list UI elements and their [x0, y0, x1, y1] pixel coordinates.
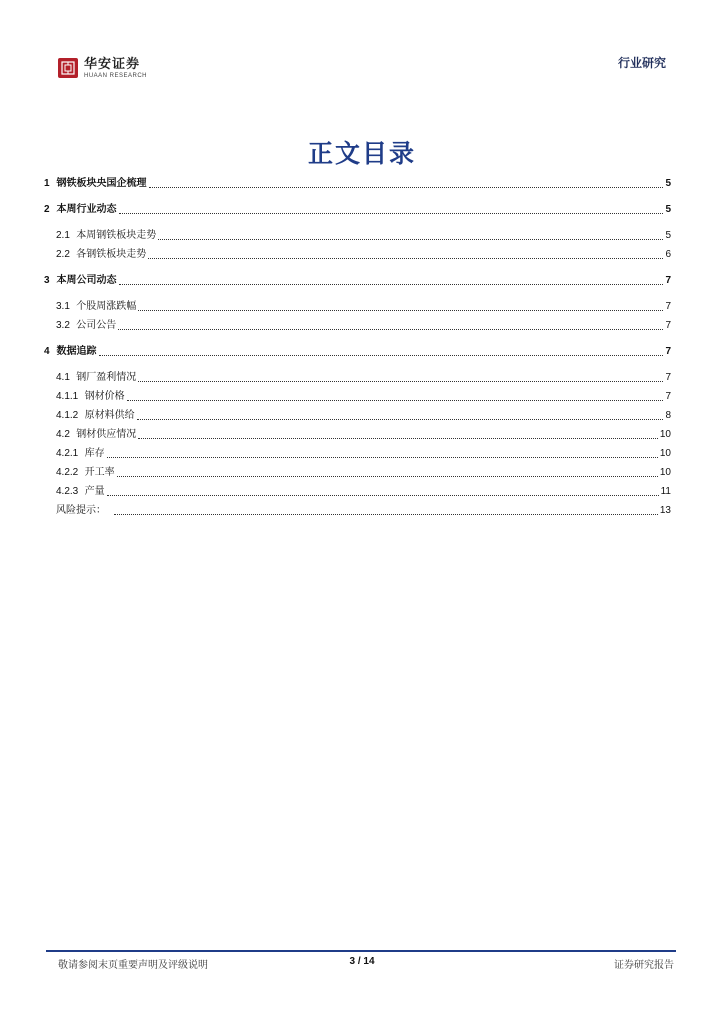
dot-leader	[138, 381, 663, 382]
report-type: 行业研究	[617, 56, 666, 70]
logo-cn-text: 华安证券	[84, 57, 141, 72]
dot-leader	[149, 187, 664, 188]
toc-entry-number: 2	[44, 204, 50, 215]
footer-doc-type: 证券研究报告	[614, 960, 674, 971]
toc-entry-page: 5	[665, 204, 671, 215]
toc-entry[interactable]	[44, 391, 671, 403]
toc-entry-page: 8	[665, 410, 671, 421]
dot-leader	[127, 400, 664, 401]
toc-entry[interactable]	[44, 178, 671, 190]
toc-entry[interactable]	[44, 486, 671, 498]
logo-en-text: HUAAN RESEARCH	[84, 73, 148, 79]
toc-entry-number: 4.1	[56, 372, 70, 383]
toc-entry-label: 公司公告	[76, 320, 117, 331]
toc-entry[interactable]	[44, 429, 671, 441]
toc-entry-number: 4.2.2	[56, 467, 79, 478]
dot-leader	[118, 329, 663, 330]
toc-entry-label: 钢厂盈利情况	[76, 372, 137, 383]
toc-entry-number: 3.1	[56, 301, 70, 312]
toc-entry[interactable]	[44, 230, 671, 242]
dot-leader	[107, 495, 659, 496]
dot-leader	[117, 476, 658, 477]
toc-entry[interactable]	[44, 448, 671, 460]
toc-entry-page: 5	[665, 178, 671, 189]
toc-entry-page: 13	[659, 505, 671, 516]
dot-leader	[148, 258, 663, 259]
toc-entry-number: 3.2	[56, 320, 70, 331]
toc-entry[interactable]	[44, 301, 671, 313]
toc-entry-number: 4.1.2	[56, 410, 79, 421]
toc-entry-label: 本周行业动态	[56, 204, 117, 215]
toc-entry-page: 7	[665, 275, 671, 286]
toc-entry-number: 2.2	[56, 249, 70, 260]
toc-entry-label: 钢材价格	[84, 391, 125, 402]
toc-entry-page: 7	[665, 346, 671, 357]
toc-entry[interactable]	[44, 505, 671, 517]
toc-entry-number: 2.1	[56, 230, 70, 241]
company-logo	[58, 58, 147, 80]
dot-leader	[107, 457, 658, 458]
dot-leader	[119, 284, 664, 285]
toc-entry-label: 库存	[84, 448, 105, 459]
toc-entry-label: 风险提示：	[56, 505, 106, 516]
toc-entry[interactable]	[44, 410, 671, 422]
toc-entry-page: 11	[660, 486, 671, 497]
toc-entry[interactable]	[44, 346, 671, 358]
toc-entry-label: 各钢铁板块走势	[76, 249, 147, 260]
toc-entry-number: 1	[44, 178, 50, 189]
dot-leader	[138, 438, 658, 439]
dot-leader	[138, 310, 663, 311]
dot-leader	[114, 514, 658, 515]
toc-entry[interactable]	[44, 275, 671, 287]
toc-entry-label: 本周钢铁板块走势	[76, 230, 157, 241]
toc-title: 正文目录	[307, 139, 416, 168]
toc-entry-label: 数据追踪	[56, 346, 97, 357]
toc-entry[interactable]	[44, 467, 671, 479]
toc-entry-page: 10	[659, 448, 671, 459]
page-header	[0, 0, 724, 100]
dot-leader	[158, 239, 663, 240]
seal-icon	[58, 58, 78, 78]
toc-entry-number: 4.2.3	[56, 486, 79, 497]
toc-entry-label: 钢材供应情况	[76, 429, 137, 440]
toc-entry-label: 产量	[84, 486, 105, 497]
table-of-contents	[44, 178, 671, 517]
toc-entry-page: 6	[665, 249, 671, 260]
toc-entry-page: 5	[665, 230, 671, 241]
footer-divider	[46, 950, 676, 952]
toc-entry[interactable]	[44, 372, 671, 384]
toc-entry-label: 开工率	[84, 467, 115, 478]
toc-entry-number: 4.2.1	[56, 448, 79, 459]
toc-entry-label: 个股周涨跌幅	[76, 301, 137, 312]
toc-entry-label: 原材料供给	[84, 410, 135, 421]
toc-entry-page: 10	[659, 467, 671, 478]
toc-entry-number: 4.2	[56, 429, 70, 440]
toc-entry-number: 4	[44, 346, 50, 357]
toc-entry[interactable]	[44, 249, 671, 261]
toc-entry-label: 本周公司动态	[56, 275, 117, 286]
toc-entry[interactable]	[44, 204, 671, 216]
dot-leader	[99, 355, 664, 356]
toc-entry-number: 4.1.1	[56, 391, 79, 402]
dot-leader	[137, 419, 664, 420]
toc-entry-page: 7	[665, 372, 671, 383]
footer-disclaimer: 敬请参阅末页重要声明及评级说明	[58, 960, 208, 971]
toc-entry-number: 3	[44, 275, 50, 286]
toc-entry-page: 10	[659, 429, 671, 440]
page-indicator: 3 / 14	[349, 956, 375, 967]
toc-entry-page: 7	[665, 391, 671, 402]
toc-entry-label: 钢铁板块央国企梳理	[56, 178, 147, 189]
dot-leader	[119, 213, 664, 214]
toc-entry-page: 7	[665, 301, 671, 312]
toc-entry-page: 7	[665, 320, 671, 331]
toc-entry[interactable]	[44, 320, 671, 332]
